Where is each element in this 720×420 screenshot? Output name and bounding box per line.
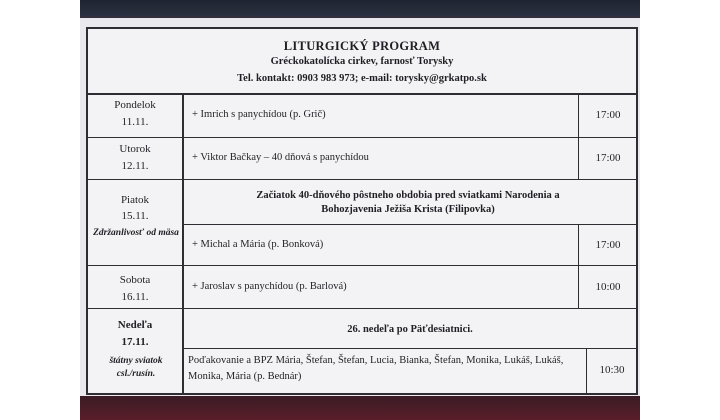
program-header [88, 29, 636, 93]
day-name: Sobota [119, 274, 151, 286]
day-name: Pondelok [114, 99, 156, 111]
liturgical-program-card [86, 27, 638, 395]
day-date: 11.11. [121, 116, 149, 128]
day-name: Nedeľa [117, 319, 153, 331]
row-divider [88, 179, 636, 180]
time-column-divider [578, 224, 579, 308]
mass-intention: + Michal a Mária (p. Bonková) [192, 239, 324, 250]
table-top-border [88, 93, 636, 95]
inner-divider [184, 348, 636, 349]
program-title: LITURGICKÝ PROGRAM [283, 39, 441, 53]
day-name: Utorok [119, 143, 151, 155]
contact-info: Tel. kontakt: 0903 983 973; e-mail: torysky@grkatpo.sk [237, 73, 487, 84]
day-note: štátny sviatok csl./rusín. [109, 356, 163, 379]
time-column-divider [586, 348, 587, 393]
announcement: 26. nedeľa po Päťdesiatnici. [347, 324, 473, 335]
row-divider [88, 265, 636, 266]
day-date: 16.11. [121, 291, 149, 303]
day-date: 12.11. [121, 160, 149, 172]
parish-name: Gréckokatolícka cirkev, farnosť Torysky [270, 56, 454, 67]
day-date: 17.11. [121, 336, 149, 348]
day-date: 15.11. [121, 210, 149, 222]
mass-time: 17:00 [595, 109, 621, 121]
inner-divider [184, 224, 636, 225]
row-divider [88, 137, 636, 138]
day-name: Piatok [120, 194, 150, 206]
announcement: Začiatok 40-dňového pôstneho obdobia pred sviatkami Narodenia a Bohozjavenia Ježiša Krista (Filipovka) [256, 190, 560, 215]
mass-intention: + Imrich s panychídou (p. Grič) [192, 109, 326, 120]
mass-time: 17:00 [595, 152, 621, 164]
mass-time: 10:30 [599, 364, 625, 376]
row-divider [88, 308, 636, 309]
mass-intention: + Jaroslav s panychídou (p. Barlová) [192, 281, 347, 292]
mass-time: 10:00 [595, 281, 621, 293]
mass-intention: Poďakovanie a BPZ Mária, Štefan, Štefan, Lucia, Bianka, Štefan, Monika, Lukáš, Lukáš, Monika, Mária (p. Bednár) [188, 355, 564, 382]
day-note: Zdržanlivosť od mäsa [93, 228, 179, 238]
mass-intention: + Viktor Bačkay – 40 dňová s panychídou [192, 152, 369, 163]
time-column-divider [578, 93, 579, 179]
background-bottom [80, 396, 640, 420]
mass-time: 17:00 [595, 239, 621, 251]
